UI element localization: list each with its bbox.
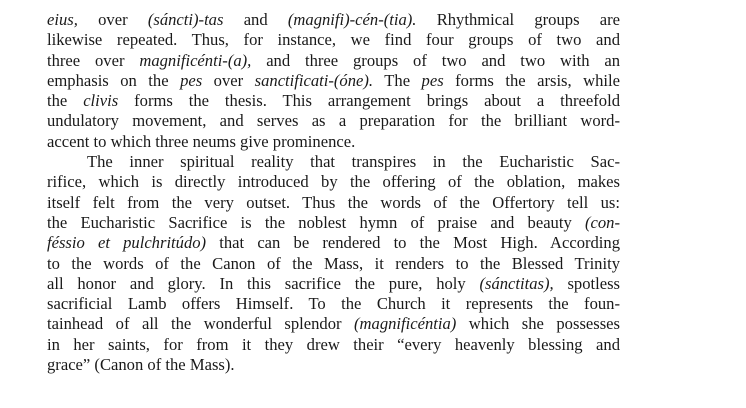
text-run: spotless xyxy=(553,273,621,293)
text-run: likewise repeated. Thus, for instance, we find four groups of two and xyxy=(47,30,620,50)
text-run: that can be rendered to the Most High. According xyxy=(206,233,621,253)
text-run: sacrificial Lamb offers Himself. To the Church it represents the foun- xyxy=(47,294,620,314)
text-line xyxy=(47,172,620,192)
text-run: which she possesses xyxy=(456,314,621,334)
text-line xyxy=(47,30,620,50)
text-line xyxy=(47,274,620,294)
text-line xyxy=(47,10,620,30)
text-line xyxy=(47,233,620,253)
italic-text-run: (sánctitas), xyxy=(479,273,554,293)
text-line xyxy=(47,254,620,274)
text-run: forms the arsis, while xyxy=(443,70,621,90)
italic-text-run: (magnifi)-cén-(tia). xyxy=(287,10,417,29)
italic-text-run: eius, xyxy=(47,10,78,29)
text-run: Rhythmical groups are xyxy=(416,10,621,29)
text-line xyxy=(47,355,620,375)
italic-text-run: clivis xyxy=(83,91,119,111)
text-run: The inner spiritual reality that transpires in the Eucharistic Sac- xyxy=(87,152,620,172)
text-run: the Eucharistic Sacrifice is the noblest hymn of praise and beauty xyxy=(47,212,585,232)
text-run: accent to which three neums give prominence. xyxy=(47,131,356,151)
text-run: the xyxy=(47,91,84,111)
document-page xyxy=(47,10,620,375)
text-line xyxy=(47,193,620,213)
text-run: undulatory movement, and serves as a preparation for the brilliant word- xyxy=(47,111,620,131)
text-line xyxy=(47,71,620,91)
text-line xyxy=(47,132,620,152)
text-line xyxy=(47,51,620,71)
text-run: over xyxy=(77,10,148,29)
text-run: and three groups of two and two with an xyxy=(251,50,621,70)
text-line xyxy=(47,152,620,172)
text-run: to the words of the Canon of the Mass, it renders to the Blessed Trinity xyxy=(47,253,620,273)
text-line xyxy=(47,335,620,355)
italic-text-run: magnificénti-(a), xyxy=(139,50,252,70)
text-run: grace” (Canon of the Mass). xyxy=(47,355,235,375)
text-run: tainhead of all the wonderful splendor xyxy=(47,314,355,334)
italic-text-run: (con- xyxy=(584,212,620,232)
paragraph xyxy=(47,10,620,152)
text-run: rifice, which is directly introduced by the offering of the oblation, makes xyxy=(47,172,620,192)
text-run: itself felt from the very outset. Thus the words of the Offertory tell us: xyxy=(47,192,620,212)
text-run: in her saints, for from it they drew their “every heavenly blessing and xyxy=(47,334,620,354)
text-run: over xyxy=(202,70,255,90)
text-run: and xyxy=(223,10,288,29)
italic-text-run: pes xyxy=(421,70,444,90)
italic-text-run: sanctificati-(óne). xyxy=(254,70,374,90)
text-run: all honor and glory. In this sacrifice the pure, holy xyxy=(47,273,480,293)
text-line xyxy=(47,294,620,314)
text-run: The xyxy=(373,70,422,90)
italic-text-run: (sáncti)-tas xyxy=(147,10,224,29)
text-run: three over xyxy=(47,50,140,70)
italic-text-run: (magnificéntia) xyxy=(354,314,457,334)
text-line xyxy=(47,111,620,131)
text-line xyxy=(47,314,620,334)
text-line xyxy=(47,91,620,111)
italic-text-run: pes xyxy=(180,70,203,90)
text-run: emphasis on the xyxy=(47,70,181,90)
text-line xyxy=(47,213,620,233)
italic-text-run: féssio et pulchritúdo) xyxy=(47,233,207,253)
text-run: forms the thesis. This arrangement brings about a threefold xyxy=(118,91,621,111)
paragraph xyxy=(47,152,620,375)
